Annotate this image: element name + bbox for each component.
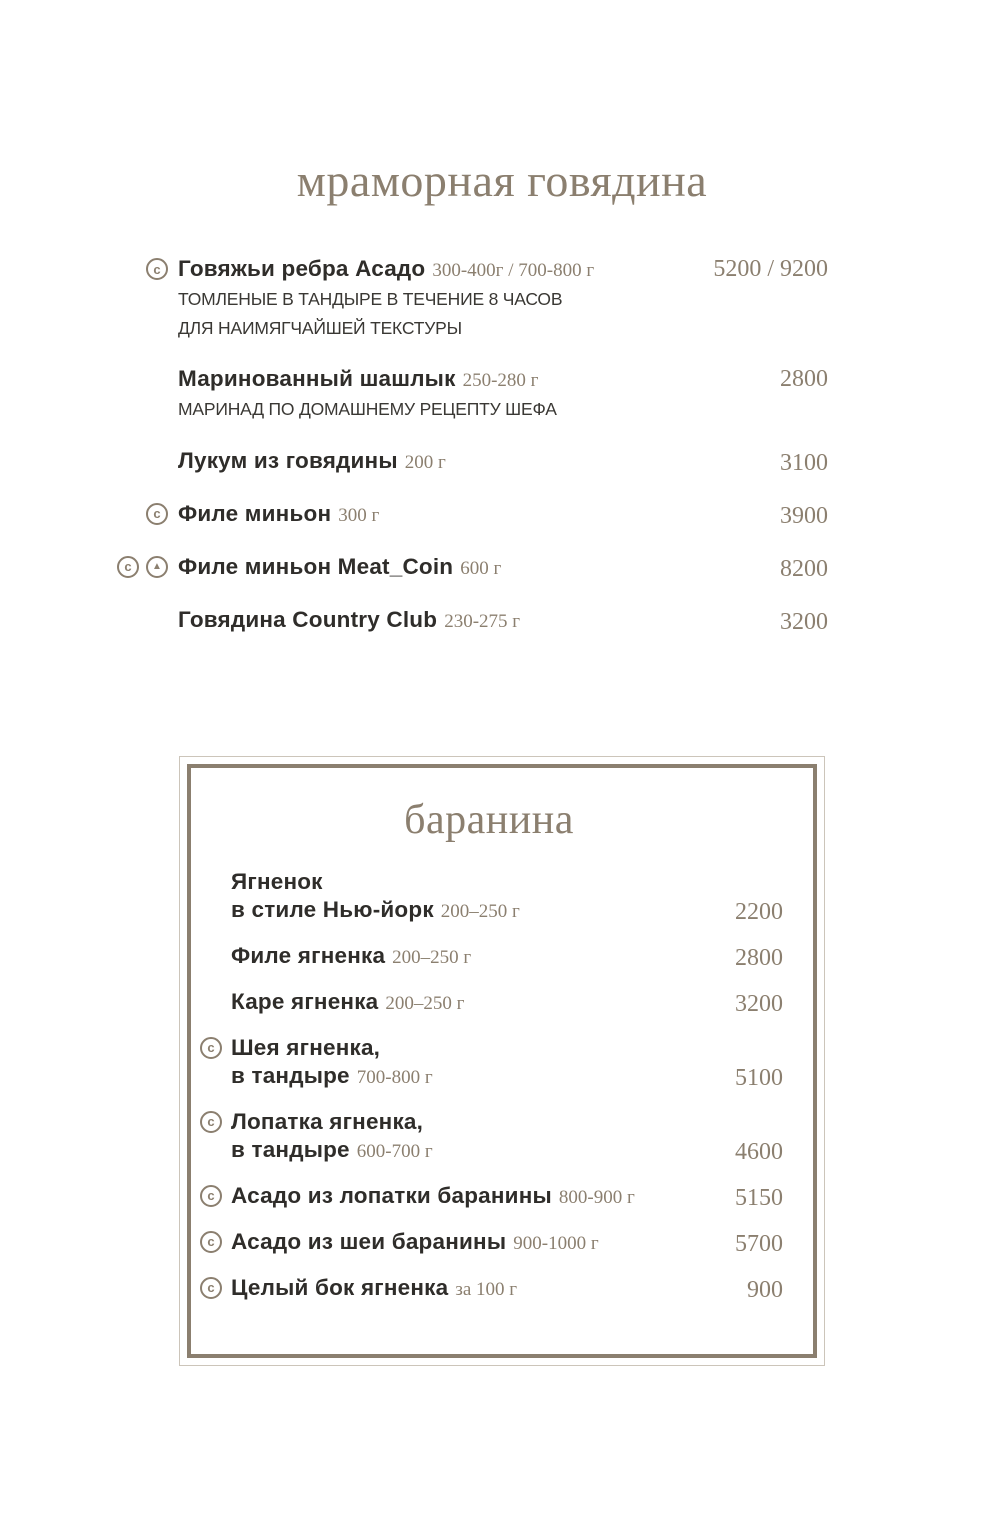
item-name: Маринованный шашлык — [178, 366, 456, 391]
circle-c-icon: c — [117, 556, 139, 578]
menu-item — [118, 365, 828, 424]
item-name: Филе миньон Meat_Coin — [178, 553, 454, 579]
item-weight: 300 г — [338, 504, 380, 526]
item-name: в тандыре — [231, 1062, 350, 1088]
item-name-line — [231, 988, 735, 1018]
item-name: Говядина Country Club — [178, 606, 438, 632]
item-icons — [195, 1274, 231, 1304]
item-main — [231, 1182, 735, 1212]
item-weight: 800-900 г — [558, 1186, 635, 1208]
menu-item — [195, 1182, 783, 1212]
item-price: 5200 / 9200 — [713, 256, 828, 282]
menu-item — [195, 1034, 783, 1092]
item-icons — [195, 1228, 231, 1258]
item-name: Филе ягненка — [231, 942, 386, 968]
item-main — [231, 942, 735, 972]
section-title: мраморная говядина — [296, 155, 708, 206]
item-weight: 200–250 г — [440, 900, 520, 922]
item-weight: 230-275 г — [444, 610, 521, 632]
menu-item — [195, 1228, 783, 1258]
item-name: Ягненок — [231, 868, 323, 894]
circle-c-icon: c — [200, 1185, 222, 1207]
menu-item — [195, 988, 783, 1018]
item-name-line — [231, 1228, 735, 1258]
item-weight: 250-280 г — [462, 370, 539, 391]
item-name: Лопатка ягненка, — [231, 1108, 424, 1134]
item-price: 3200 — [735, 990, 783, 1017]
item-name-line — [231, 868, 735, 896]
menu-item — [195, 868, 783, 926]
item-main — [178, 365, 780, 424]
circle-c-icon: c — [200, 1277, 222, 1299]
menu-item — [118, 553, 828, 583]
item-name: Целый бок ягненка — [231, 1274, 449, 1300]
menu-item — [118, 255, 828, 342]
menu-item-list — [118, 255, 828, 636]
item-main — [178, 255, 713, 342]
circle-c-icon: c — [146, 503, 168, 525]
item-name-line — [178, 553, 780, 583]
item-price: 5100 — [735, 1064, 783, 1091]
section-title: баранина — [404, 796, 574, 843]
item-name: Асадо из лопатки баранины — [231, 1182, 552, 1208]
item-icons — [195, 1108, 231, 1166]
circle-c-icon: c — [200, 1111, 222, 1133]
item-price: 4600 — [735, 1138, 783, 1165]
lamb-section-inner — [187, 764, 817, 1358]
item-name: Каре ягненка — [231, 988, 379, 1014]
circle-c-icon: c — [200, 1231, 222, 1253]
menu-item — [118, 447, 828, 477]
item-weight: 200–250 г — [392, 946, 472, 968]
item-icons — [118, 606, 178, 636]
item-price: 2200 — [735, 898, 783, 925]
circle-c-icon: c — [146, 258, 168, 280]
item-description-line: МАРИНАД ПО ДОМАШНЕМУ РЕЦЕПТУ ШЕФА — [178, 399, 557, 419]
item-name-line — [178, 500, 780, 530]
lamb-section-box — [179, 756, 825, 1366]
item-weight: 900-1000 г — [513, 1232, 599, 1254]
item-name-line — [231, 1108, 735, 1136]
item-weight: 200–250 г — [385, 992, 465, 1014]
item-price: 3900 — [780, 502, 828, 529]
item-icons — [195, 868, 231, 926]
item-main — [178, 500, 780, 530]
item-name-line — [231, 1062, 735, 1092]
item-name: Филе миньон — [178, 500, 332, 526]
item-name-line — [231, 896, 735, 926]
item-icons — [195, 942, 231, 972]
item-name-line — [178, 606, 780, 636]
item-name: в тандыре — [231, 1136, 350, 1162]
menu-item-list — [195, 868, 783, 1304]
item-price: 5150 — [735, 1184, 783, 1211]
item-main — [231, 1034, 735, 1092]
item-weight: 300-400г / 700-800 г — [432, 260, 595, 281]
item-main — [231, 1228, 735, 1258]
item-name-line — [231, 1034, 735, 1062]
item-name: Говяжьи ребра Асадо — [178, 256, 426, 281]
item-name: Лукум из говядины — [178, 447, 398, 473]
menu-item — [195, 1108, 783, 1166]
item-name-line — [178, 447, 780, 477]
item-price: 3200 — [780, 608, 828, 635]
item-price: 2800 — [780, 366, 828, 392]
menu-item — [195, 942, 783, 972]
item-main — [231, 868, 735, 926]
item-icons — [118, 255, 178, 342]
menu-item — [118, 606, 828, 636]
item-name-line — [178, 255, 713, 285]
item-name: Асадо из шеи баранины — [231, 1228, 507, 1254]
item-main — [178, 447, 780, 477]
circle-c-icon: c — [200, 1037, 222, 1059]
item-description-line: ДЛЯ НАИМЯГЧАЙШЕЙ ТЕКСТУРЫ — [178, 317, 462, 338]
item-price: 5700 — [735, 1230, 783, 1257]
item-icons — [195, 1182, 231, 1212]
item-weight: 600 г — [460, 557, 502, 579]
item-weight: за 100 г — [455, 1278, 518, 1300]
item-name-line — [231, 942, 735, 972]
item-icons — [195, 1034, 231, 1092]
item-price: 900 — [747, 1276, 783, 1303]
menu-item — [195, 1274, 783, 1304]
item-weight: 600-700 г — [356, 1140, 433, 1162]
item-price: 2800 — [735, 944, 783, 971]
item-weight: 200 г — [404, 451, 446, 473]
item-name: Шея ягненка, — [231, 1034, 381, 1060]
item-name-line — [178, 365, 780, 395]
item-weight: 700-800 г — [356, 1066, 433, 1088]
item-main — [231, 1108, 735, 1166]
item-name-line — [231, 1182, 735, 1212]
item-icons — [118, 500, 178, 530]
item-icons — [118, 365, 178, 424]
item-price: 8200 — [780, 555, 828, 582]
item-description-line: ТОМЛЕНЫЕ В ТАНДЫРЕ В ТЕЧЕНИЕ 8 ЧАСОВ — [178, 289, 563, 309]
item-main — [231, 988, 735, 1018]
item-main — [231, 1274, 747, 1304]
item-icons — [118, 553, 178, 583]
item-name-line — [231, 1274, 747, 1304]
item-price: 3100 — [780, 449, 828, 476]
item-name-line — [231, 1136, 735, 1166]
item-main — [178, 553, 780, 583]
item-icons — [118, 447, 178, 477]
menu-item — [118, 500, 828, 530]
circle-triangle-icon: ▲ — [146, 556, 168, 578]
item-icons — [195, 988, 231, 1018]
item-name: в стиле Нью-йорк — [231, 896, 434, 922]
item-main — [178, 606, 780, 636]
